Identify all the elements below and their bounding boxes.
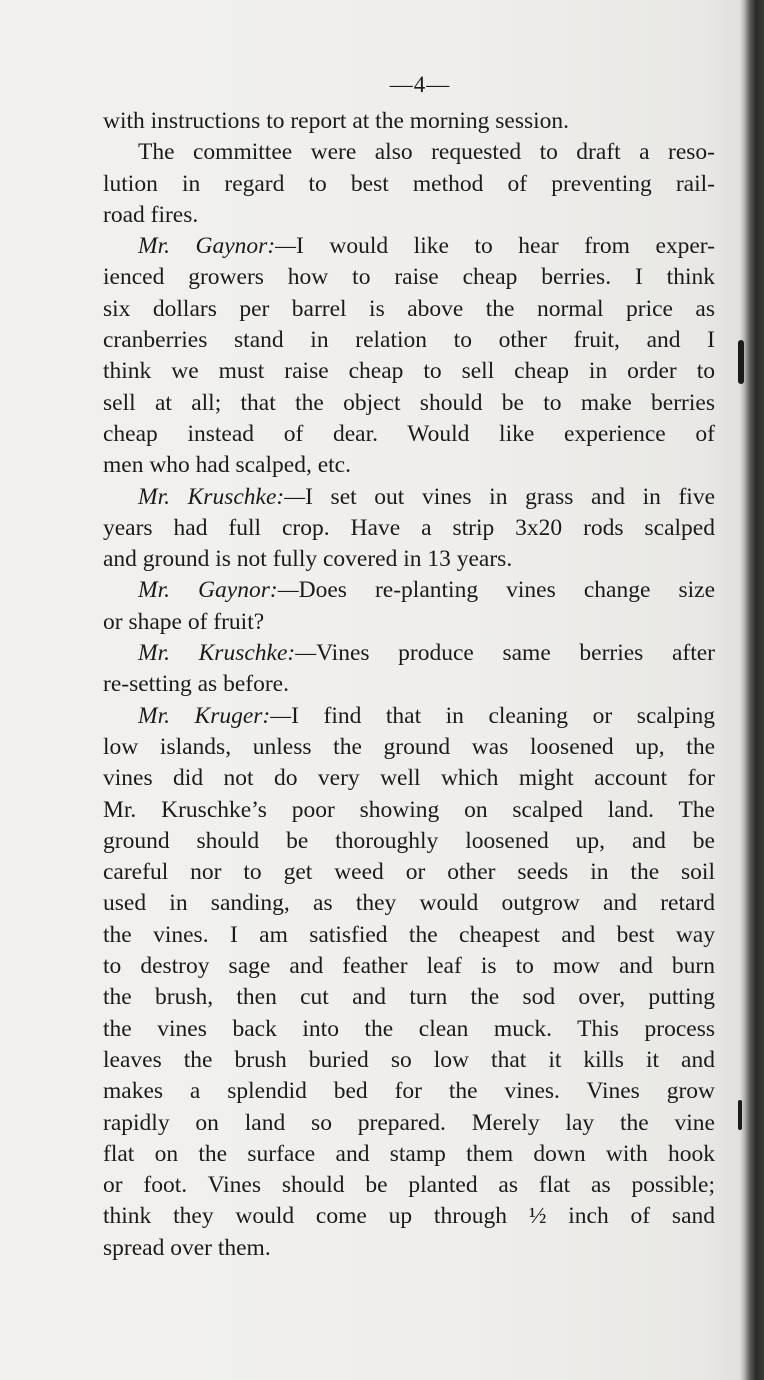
text-line xyxy=(103,669,715,700)
line-text: spread over them. xyxy=(103,1234,271,1261)
text-line xyxy=(103,1076,715,1107)
line-text: The committee were also requested to draft a reso- xyxy=(138,139,715,166)
line-text: lution in regard to best method of preventing rail- xyxy=(103,170,715,197)
text-line xyxy=(103,1045,715,1076)
line-text: re-setting as before. xyxy=(103,671,289,698)
line-text: years had full crop. Have a strip 3x20 rods scalped xyxy=(103,514,715,541)
text-line xyxy=(103,888,715,919)
line-text: leaves the brush buried so low that it kills it and xyxy=(103,1046,715,1073)
line-text: ground should be thoroughly loosened up, and be xyxy=(103,827,715,854)
line-text: or foot. Vines should be planted as flat as possible; xyxy=(103,1172,715,1199)
line-text: flat on the surface and stamp them down with hook xyxy=(103,1140,715,1167)
margin-ink-mark xyxy=(738,340,744,384)
text-line xyxy=(103,294,715,325)
line-text: men who had scalped, etc. xyxy=(103,452,351,479)
speaker-name: Mr. Kruschke:— xyxy=(138,640,317,667)
line-text: six dollars per barrel is above the normal price as xyxy=(103,295,715,322)
line-text: I find that in cleaning or scalping xyxy=(291,702,716,729)
text-line xyxy=(103,1170,715,1201)
text-line xyxy=(103,732,715,763)
line-text: careful nor to get weed or other seeds in the soil xyxy=(103,859,715,886)
speaker-name: Mr. Gaynor:— xyxy=(138,577,299,604)
line-text: vines did not do very well which might account for xyxy=(103,765,715,792)
line-text: the vines back into the clean muck. This process xyxy=(103,1015,715,1042)
line-text: Vines produce same berries after xyxy=(316,640,715,667)
text-line xyxy=(103,763,715,794)
line-text: makes a splendid bed for the vines. Vines grow xyxy=(103,1078,715,1105)
margin-ink-mark xyxy=(738,1100,742,1130)
line-text: the brush, then cut and turn the sod over, putting xyxy=(103,984,715,1011)
line-text: and ground is not fully covered in 13 years. xyxy=(103,546,513,573)
text-line xyxy=(103,325,715,356)
text-line xyxy=(103,607,715,638)
line-text: road fires. xyxy=(103,201,199,228)
line-text: rapidly on land so prepared. Merely lay the vine xyxy=(103,1109,715,1136)
text-line xyxy=(103,450,715,481)
text-line xyxy=(103,1233,715,1264)
text-line xyxy=(103,795,715,826)
line-text: Mr. Kruschke’s poor showing on scalped land. The xyxy=(103,796,715,823)
speaker-name: Mr. Gaynor:— xyxy=(138,233,297,260)
text-line xyxy=(103,1201,715,1232)
text-line xyxy=(103,419,715,450)
line-text: I set out vines in grass and in five xyxy=(305,483,716,510)
text-line xyxy=(103,356,715,387)
text-line xyxy=(103,701,715,732)
line-text: ienced growers how to raise cheap berries. I think xyxy=(103,264,715,291)
text-line xyxy=(103,575,715,606)
line-text: think we must raise cheap to sell cheap in order to xyxy=(103,358,715,385)
text-line xyxy=(103,638,715,669)
text-line xyxy=(103,231,715,262)
text-line xyxy=(103,1108,715,1139)
line-text: used in sanding, as they would outgrow and retard xyxy=(103,890,715,917)
text-line xyxy=(103,982,715,1013)
speaker-name: Mr. Kruger:— xyxy=(138,702,292,729)
text-line xyxy=(103,482,715,513)
text-line xyxy=(103,544,715,575)
text-line xyxy=(103,106,715,137)
line-text: the vines. I am satisfied the cheapest and best way xyxy=(103,921,715,948)
speaker-name: Mr. Kruschke:— xyxy=(138,483,306,510)
text-line xyxy=(103,513,715,544)
line-text: low islands, unless the ground was loosened up, the xyxy=(103,733,715,760)
text-line xyxy=(103,857,715,888)
line-text: Does re-planting vines change size xyxy=(298,577,715,604)
text-line xyxy=(103,137,715,168)
text-line xyxy=(103,388,715,419)
line-text: cranberries stand in relation to other fruit, and I xyxy=(103,327,715,354)
line-text: to destroy sage and feather leaf is to mow and burn xyxy=(103,953,715,980)
line-text: I would like to hear from exper- xyxy=(296,233,715,260)
text-line xyxy=(103,826,715,857)
text-line xyxy=(103,1139,715,1170)
book-binding xyxy=(744,0,764,1380)
line-text: think they would come up through ½ inch of sand xyxy=(103,1203,715,1230)
text-line xyxy=(103,1014,715,1045)
text-line xyxy=(103,262,715,293)
page-number: —4— xyxy=(389,72,451,97)
line-text: sell at all; that the object should be to make berries xyxy=(103,389,715,416)
text-line xyxy=(103,200,715,231)
text-line xyxy=(103,920,715,951)
line-text: with instructions to report at the morning session. xyxy=(103,108,570,134)
text-line xyxy=(103,951,715,982)
line-text: cheap instead of dear. Would like experience of xyxy=(103,420,715,447)
line-text: or shape of fruit? xyxy=(103,608,265,635)
text-line xyxy=(103,169,715,200)
body-text xyxy=(103,106,715,1264)
